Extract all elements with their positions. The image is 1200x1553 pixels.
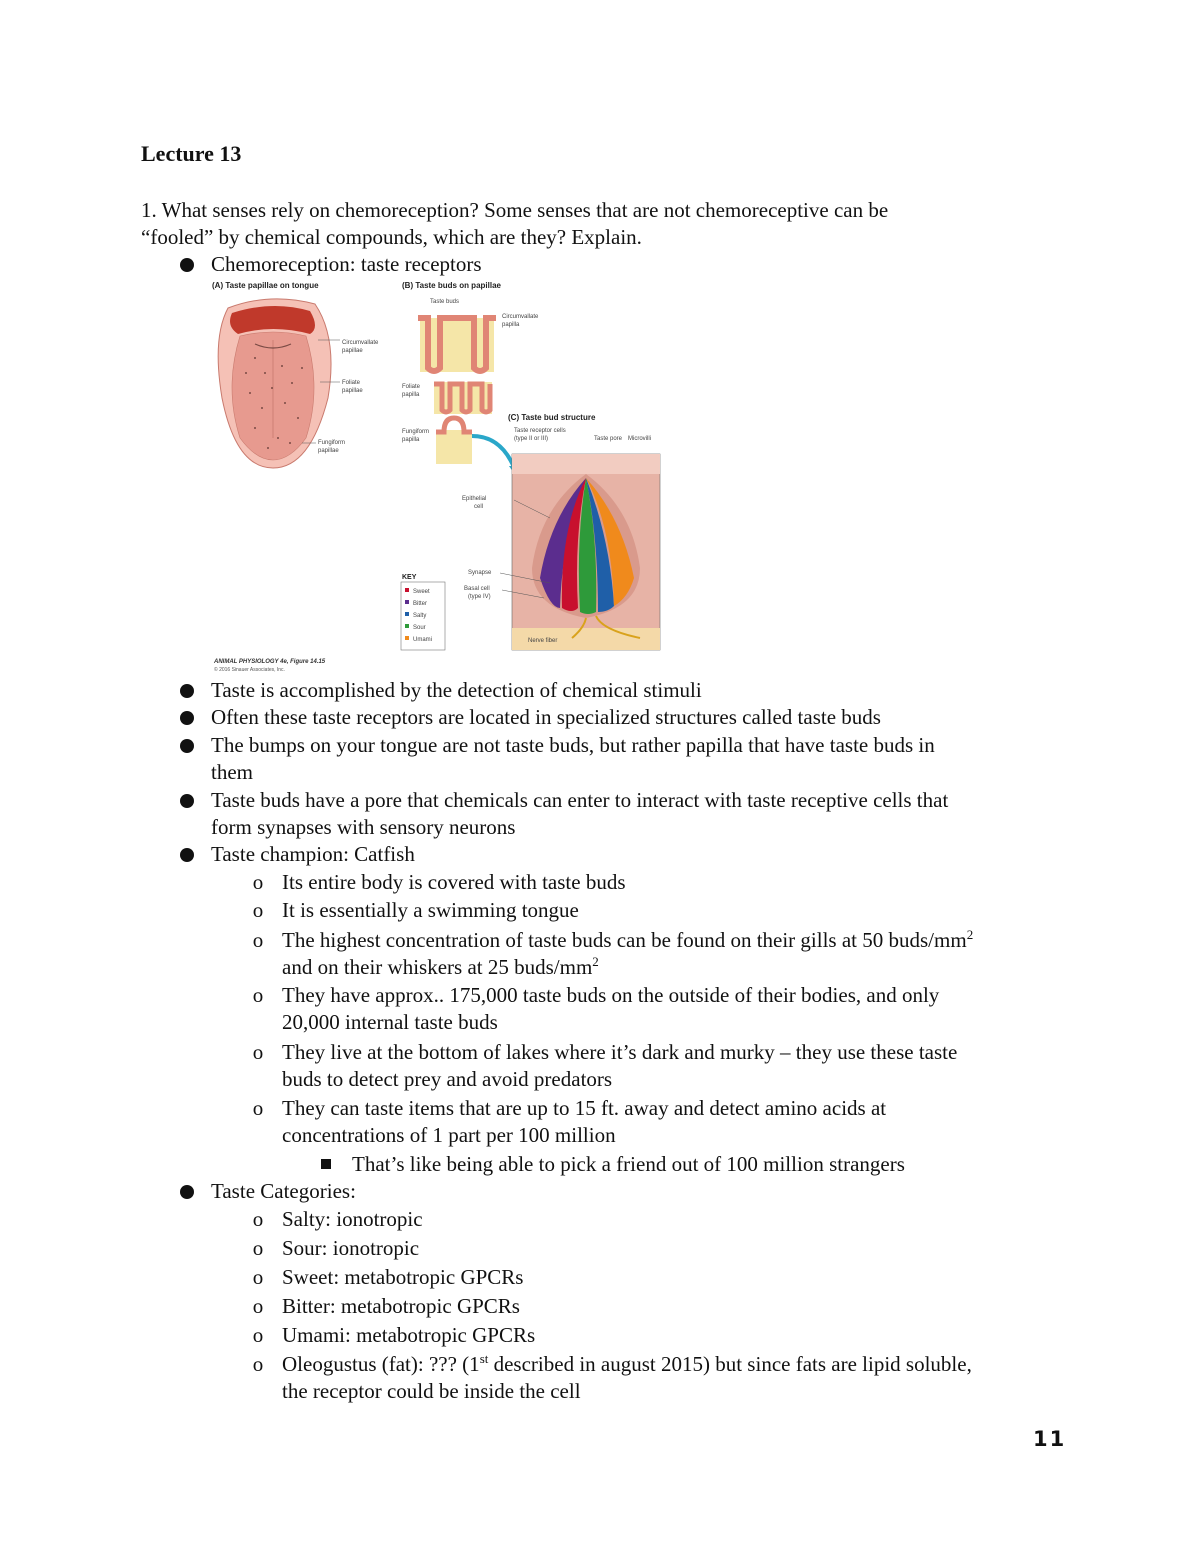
bullet-taste-buds: Often these taste receptors are located in specialized structures called taste buds [211, 705, 881, 729]
svg-text:Sweet: Sweet [413, 589, 430, 595]
square-bullet [321, 1159, 331, 1169]
svg-text:papillae: papillae [318, 448, 339, 454]
bullet-taste-detection: Taste is accomplished by the detection of chemical stimuli [211, 678, 702, 702]
key-swatch-sour [405, 624, 409, 628]
svg-text:(type II or III): (type II or III) [514, 436, 549, 442]
catfish-item-3: The highest concentration of taste buds can be found on their gills at 50 buds/$mm^2$ and on their whiskers at 25 buds/$mm^2$ [282, 927, 974, 979]
question-line-2: “fooled” by chemical compounds, which are they? Explain. [141, 225, 642, 249]
svg-text:papilla: papilla [402, 392, 420, 398]
svg-text:Umami: Umami [413, 637, 432, 643]
lecture-title: Lecture 13 [141, 141, 242, 166]
svg-text:Synapse: Synapse [468, 570, 492, 576]
catfish-item-6: They can taste items that are up to 15 ft. away and detect amino acids at concentrations of 1 part per 100 million [282, 1096, 887, 1147]
svg-text:Taste receptor cells: Taste receptor cells [514, 428, 566, 434]
panel-b-title: (B) Taste buds on papillae [402, 281, 501, 290]
page-number: 11 [1033, 1427, 1067, 1451]
circumvallate-label-a: Circumvallate [342, 340, 379, 346]
svg-text:Salty: Salty [413, 613, 427, 619]
catfish-item-2: It is essentially a swimming tongue [282, 898, 579, 922]
category-salty: Salty: ionotropic [282, 1207, 423, 1231]
document-page: Lecture 13 1. What senses rely on chemoreception? Some senses that are not chemoreceptive can be “fooled” by chemical compounds, which are they? Explain. Chemoreception: taste receptors (A) Taste papillae on tongue Circumvallate papillae Foliate papillae Fungiform papillae (B) Taste buds on papillae Taste buds Circumvallate papilla Foliate papilla Fungiform papilla (C) Taste bud structure Taste receptor cells (type II or III) Taste pore Microvilli Epithelial cell Synapse Basal cell (type IV) Nerve fiber KEY Sweet Bitter Salty Sour Umami ANIMAL PHYSIOLOGY 4e, Figure 14.15 © 2016 Sinauer Associates, Inc. Taste is accomplished by the detection of chemical stimuli Often these taste receptors are located in specialized structures called taste buds The bumps on your tongue are not taste buds, but rather papilla that have taste buds in them Taste buds have a pore that chemicals can enter to interact with taste receptive cells that form synapses with sensory neurons Taste champion: Catfish o Its entire body is covered with taste buds o It is essentially a swimming tongue o The highest concentration of taste buds can be found on their gills at 50 buds/$mm^2$ and on their whiskers at 25 buds/$mm^2$ o They have approx.. 175,000 taste buds on the outside of their bodies, and only 20,000 internal taste buds o They live at the bottom of lakes where it’s dark and murky – they use these taste buds to detect prey and avoid predators o They can taste items that are up to 15 ft. away and detect amino acids at concentrations of 1 part per 100 million That’s like being able to pick a friend out of 100 million strangers Taste Categories: o Salty: ionotropic o Sour: ionotropic o Sweet: metabotropic GPCRs o Bitter: metabotropic GPCRs o Umami: metabotropic GPCRs o Oleogustus (fat): ??? (1st described in august 2015) but since fats are lipid soluble, the receptor could be inside the cell 11 [0, 0, 1200, 1553]
figure-key [401, 574, 445, 650]
catfish-subitem: That’s like being able to pick a friend out of 100 million strangers [352, 1152, 905, 1176]
svg-text:Circumvallate: Circumvallate [502, 314, 539, 320]
svg-text:Epithelial: Epithelial [462, 496, 487, 502]
bullet-pore: Taste buds have a pore that chemicals can enter to interact with taste receptive cells that form synapses with sensory neurons [211, 788, 949, 839]
foliate-papilla-drawing [434, 382, 492, 414]
svg-text:cell: cell [474, 504, 484, 510]
key-swatch-salty [405, 612, 409, 616]
taste-anatomy-figure [210, 278, 665, 678]
svg-text:papillae: papillae [342, 388, 363, 394]
key-swatch-bitter [405, 600, 409, 604]
nerve-fiber-label: Nerve fiber [528, 638, 558, 644]
bullet-chemoreception: Chemoreception: taste receptors [211, 252, 482, 276]
question-1 [141, 197, 1041, 251]
fungiform-label-a: Fungiform [318, 440, 346, 446]
category-oleogustus: Oleogustus (fat): ??? (1st described in august 2015) but since fats are lipid soluble, the receptor could be inside the cell [282, 1351, 972, 1403]
bullet-taste-categories: Taste Categories: [211, 1179, 356, 1203]
taste-bud-structure-drawing [512, 454, 660, 650]
circumvallate-papilla-drawing [418, 318, 496, 372]
svg-text:Bitter: Bitter [413, 601, 428, 607]
svg-text:© 2016 Sinauer Associates, Inc: © 2016 Sinauer Associates, Inc. [214, 667, 285, 673]
fungiform-papilla-drawing [436, 418, 472, 464]
catfish-item-1: Its entire body is covered with taste buds [282, 870, 626, 894]
svg-text:KEY: KEY [402, 574, 417, 581]
category-bitter: Bitter: metabotropic GPCRs [282, 1294, 520, 1318]
catfish-item-4: They have approx.. 175,000 taste buds on the outside of their bodies, and only 20,000 internal taste buds [282, 983, 940, 1034]
category-sweet: Sweet: metabotropic GPCRs [282, 1265, 524, 1289]
category-umami: Umami: metabotropic GPCRs [282, 1323, 536, 1347]
svg-text:Foliate: Foliate [402, 384, 421, 390]
svg-text:papilla: papilla [502, 322, 520, 328]
taste-buds-label: Taste buds [430, 299, 460, 305]
svg-text:papilla: papilla [402, 437, 420, 443]
bullet-catfish: Taste champion: Catfish [211, 842, 415, 866]
svg-text:Basal cell: Basal cell [464, 586, 490, 592]
question-line-1: 1. What senses rely on chemoreception? Some senses that are not chemoreceptive can be [141, 198, 889, 222]
panel-c-title: (C) Taste bud structure [508, 413, 596, 422]
svg-text:(type IV): (type IV) [468, 594, 491, 600]
foliate-label-a: Foliate [342, 380, 361, 386]
catfish-item-5: They live at the bottom of lakes where it’s dark and murky – they use these taste buds to detect prey and avoid predators [282, 1040, 958, 1091]
svg-text:Fungiform: Fungiform [402, 429, 430, 435]
key-swatch-sweet [405, 588, 409, 592]
svg-text:papillae: papillae [342, 348, 363, 354]
category-sour: Sour: ionotropic [282, 1236, 420, 1260]
panel-a-title: (A) Taste papillae on tongue [212, 281, 319, 290]
tongue-illustration [218, 299, 331, 468]
svg-text:Sour: Sour [413, 625, 426, 631]
svg-text:Taste pore: Taste pore [594, 436, 623, 442]
key-swatch-umami [405, 636, 409, 640]
figure-credit: ANIMAL PHYSIOLOGY 4e, Figure 14.15 [214, 659, 326, 665]
bullet-bumps: The bumps on your tongue are not taste buds, but rather papilla that have taste buds in them [211, 733, 935, 784]
svg-text:Microvilli: Microvilli [628, 436, 651, 442]
